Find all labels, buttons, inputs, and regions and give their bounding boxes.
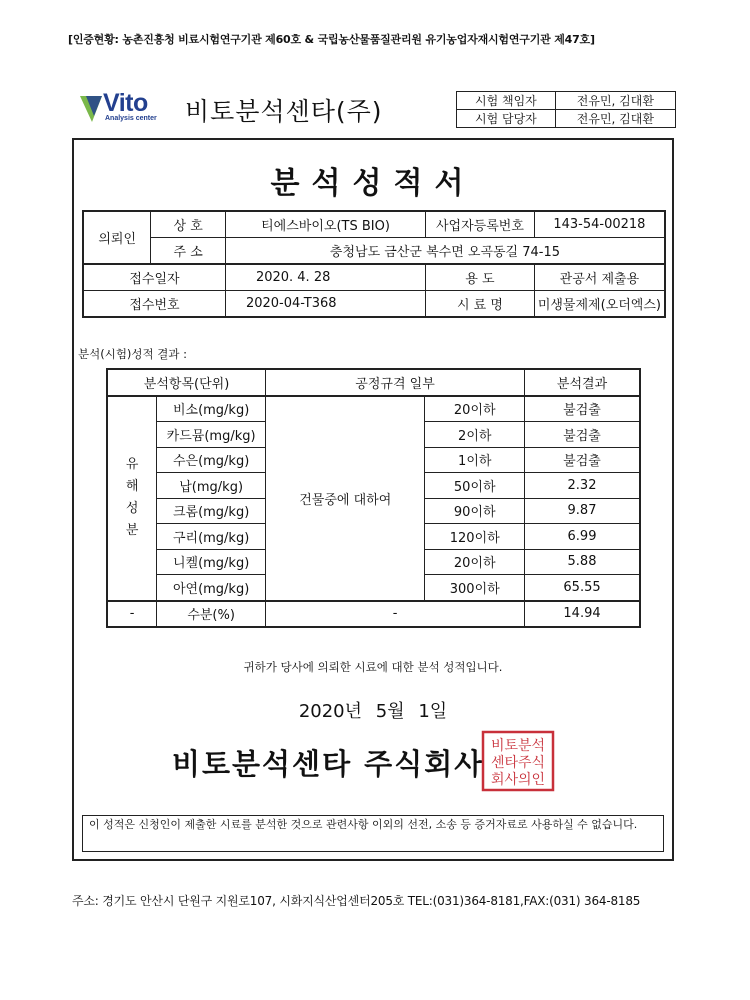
receipt-number-value: 2020-04-T368 xyxy=(225,291,425,318)
date-day: 1일 xyxy=(418,701,448,722)
result-cell: 불검출 xyxy=(525,396,640,422)
header-result: 분석결과 xyxy=(525,369,640,396)
results-header-row xyxy=(107,369,640,396)
header-item: 분석항목(단위) xyxy=(107,369,266,396)
limit-cell: 120이하 xyxy=(425,524,525,550)
item-cell: 카드뮴(mg/kg) xyxy=(157,422,266,448)
result-cell: 5.88 xyxy=(525,549,640,575)
group-char: 유 xyxy=(125,457,139,472)
header-spec: 공정규격 일부 xyxy=(266,369,525,396)
company-seal-icon xyxy=(481,730,555,792)
issue-date xyxy=(72,697,674,723)
item-cell: 수은(mg/kg) xyxy=(157,447,266,473)
item-cell: 크롬(mg/kg) xyxy=(157,498,266,524)
limit-cell: 300이하 xyxy=(425,575,525,601)
receipt-number-label: 접수번호 xyxy=(83,291,225,318)
result-cell: 불검출 xyxy=(525,422,640,448)
group-char: 성 xyxy=(125,501,139,516)
certification-line: [인증현황: 농촌진흥청 비료시험연구기관 제60호 & 국립농산물품질관리원 유기농업자재시험연구기관 제47호] xyxy=(68,33,595,46)
logo-subtitle: Analysis center xyxy=(105,115,157,122)
moisture-group: - xyxy=(107,601,157,628)
staff-row xyxy=(457,110,676,128)
staff-role: 시험 책임자 xyxy=(457,92,556,110)
staff-names: 전유민, 김대환 xyxy=(555,110,675,128)
spec-text: 건물중에 대하여 xyxy=(266,396,425,601)
biz-no-label: 사업자등록번호 xyxy=(426,211,535,238)
item-cell: 아연(mg/kg) xyxy=(157,575,266,601)
moisture-spec: - xyxy=(266,601,525,628)
trade-name-label: 상 호 xyxy=(151,211,226,238)
company-header: 비토분석센타(주) xyxy=(185,97,383,126)
result-cell: 2.32 xyxy=(525,473,640,499)
address-label: 주 소 xyxy=(151,238,226,265)
group-char: 해 xyxy=(125,479,139,494)
purpose-label: 용 도 xyxy=(426,264,535,291)
result-cell: 불검출 xyxy=(525,447,640,473)
logo-name: Vito xyxy=(103,89,148,117)
moisture-item: 수분(%) xyxy=(157,601,266,628)
group-label xyxy=(107,396,157,601)
limit-cell: 1이하 xyxy=(425,447,525,473)
report-title: 분석성적서 xyxy=(270,166,476,201)
staff-row xyxy=(457,92,676,110)
date-month: 5월 xyxy=(375,701,405,722)
limit-cell: 2이하 xyxy=(425,422,525,448)
disclaimer-box: 이 성적은 신청인이 제출한 시료를 분석한 것으로 관련사항 이외의 선전, 소송 등 증거자료로 사용하실 수 없습니다. xyxy=(82,815,664,852)
limit-cell: 20이하 xyxy=(425,396,525,422)
results-label: 분석(시험)성적 결과 : xyxy=(78,347,188,361)
results-table xyxy=(106,368,641,628)
purpose-value: 관공서 제출용 xyxy=(534,264,665,291)
receipt-row xyxy=(83,264,665,291)
svg-text:센타주식: 센타주식 xyxy=(490,755,546,771)
item-cell: 납(mg/kg) xyxy=(157,473,266,499)
staff-table xyxy=(456,91,676,128)
address-value: 충청남도 금산군 복수면 오곡동길 74-15 xyxy=(225,238,665,265)
staff-names: 전유민, 김대환 xyxy=(555,92,675,110)
date-year: 2020년 xyxy=(298,701,363,722)
receipt-row xyxy=(83,291,665,318)
sample-label: 시 료 명 xyxy=(426,291,535,318)
moisture-result: 14.94 xyxy=(525,601,640,628)
group-char: 분 xyxy=(125,523,139,538)
footer-address: 주소: 경기도 안산시 단원구 지원로107, 시화지식산업센터205호 TEL:(031)364-8181,FAX:(031) 364-8185 xyxy=(72,894,641,908)
client-label: 의뢰인 xyxy=(83,211,151,264)
limit-cell: 90이하 xyxy=(425,498,525,524)
limit-cell: 20이하 xyxy=(425,549,525,575)
item-cell: 구리(mg/kg) xyxy=(157,524,266,550)
company-signature: 비토분석센타 주식회사 xyxy=(172,747,485,781)
item-cell: 비소(mg/kg) xyxy=(157,396,266,422)
svg-text:비토분석: 비토분석 xyxy=(490,738,546,754)
result-cell: 6.99 xyxy=(525,524,640,550)
client-row xyxy=(83,238,665,265)
limit-cell: 50이하 xyxy=(425,473,525,499)
trade-name-value: 티에스바이오(TS BIO) xyxy=(225,211,425,238)
client-info-table xyxy=(82,210,666,318)
result-cell: 9.87 xyxy=(525,498,640,524)
item-cell: 니켈(mg/kg) xyxy=(157,549,266,575)
notice-text: 귀하가 당사에 의뢰한 시료에 대한 분석 성적입니다. xyxy=(243,660,503,674)
biz-no-value: 143-54-00218 xyxy=(534,211,665,238)
table-row xyxy=(107,396,640,422)
receipt-date-label: 접수일자 xyxy=(83,264,225,291)
receipt-date-value: 2020. 4. 28 xyxy=(225,264,425,291)
svg-text:회사의인: 회사의인 xyxy=(490,772,546,788)
moisture-row xyxy=(107,601,640,628)
sample-value: 미생물제제(오더엑스) xyxy=(534,291,665,318)
client-row xyxy=(83,211,665,238)
result-cell: 65.55 xyxy=(525,575,640,601)
staff-role: 시험 담당자 xyxy=(457,110,556,128)
